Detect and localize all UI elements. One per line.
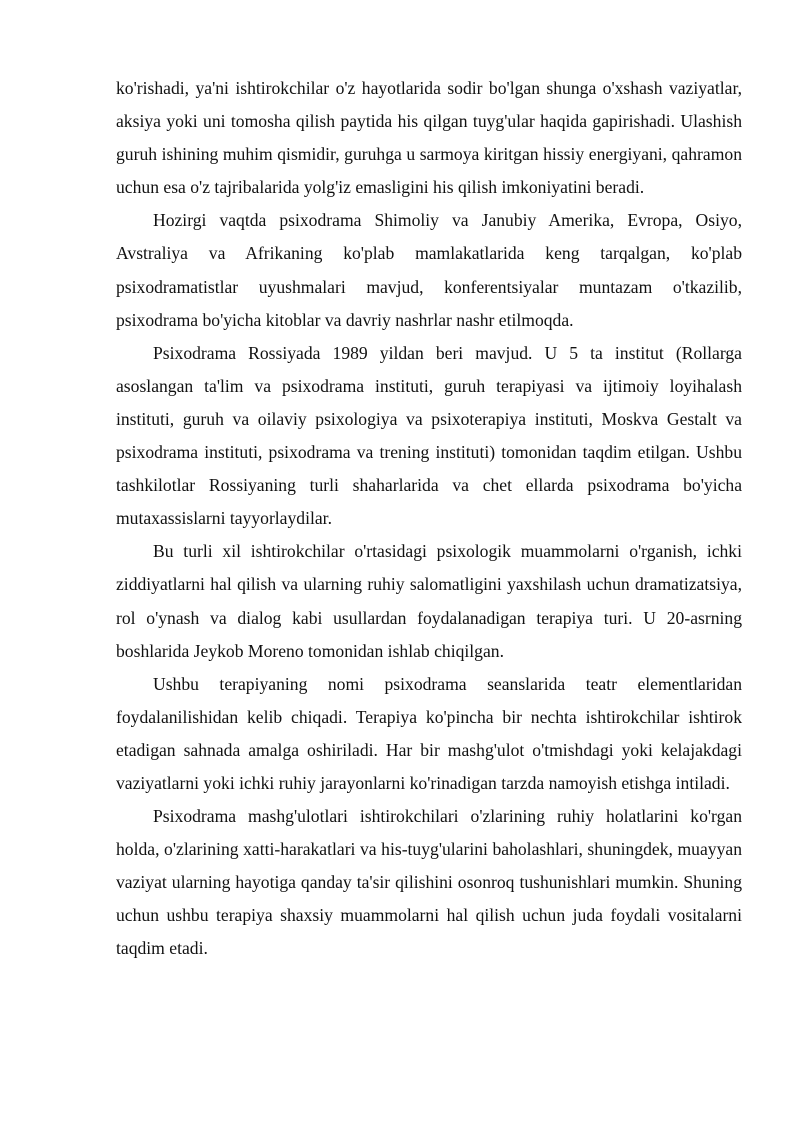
document-body [116,72,742,966]
paragraph: Psixodrama Rossiyada 1989 yildan beri mavjud. U 5 ta institut (Rollarga asoslangan ta'lim va psixodrama instituti, guruh terapiyasi va ijtimoiy loyihalash instituti, guruh va oilaviy psixologiya va psixoterapiya instituti, Moskva Gestalt va psixodrama instituti, psixodrama va trening instituti) tomonidan taqdim etilgan. Ushbu tashkilotlar Rossiyaning turli shaharlarida va chet ellarda psixodrama bo'yicha mutaxassislarni tayyorlaydilar. [116,342,742,529]
paragraph: Psixodrama mashg'ulotlari ishtirokchilari o'zlarining ruhiy holatlarini ko'rgan holda, o'zlarining xatti-harakatlari va his-tuyg'ularini baholashlari, shuningdek, muayyan vaziyat ularning hayotiga qanday ta'sir qilishini osonroq tushunishlari mumkin. Shuning uchun ushbu terapiya shaxsiy muammolarni hal qilish uchun juda foydali vositalarni taqdim etadi. [116,806,742,959]
paragraph: Ushbu terapiyaning nomi psixodrama seanslarida teatr elementlaridan foydalanilishidan kelib chiqadi. Terapiya ko'pincha bir nechta ishtirokchilar ishtirok etadigan sahnada amalga oshiriladi. Har bir mashg'ulot o'tmishdagi yoki kelajakdagi vaziyatlarni yoki ichki ruhiy jarayonlarni ko'rinadigan tarzda namoyish etishga intiladi. [116,673,742,793]
paragraph: Hozirgi vaqtda psixodrama Shimoliy va Janubiy Amerika, Evropa, Osiyo, Avstraliya va Afrikaning ko'plab mamlakatlarida keng tarqalgan, ko'plab psixodramatistlar uyushmalari mavjud, konferentsiyalar muntazam o'tkazilib, psixodrama bo'yicha kitoblar va davriy nashrlar nashr etilmoqda. [116,210,742,330]
paragraph: Bu turli xil ishtirokchilar o'rtasidagi psixologik muammolarni o'rganish, ichki ziddiyatlarni hal qilish va ularning ruhiy salomatligini yaxshilash uchun dramatizatsiya, rol o'ynash va dialog kabi usullardan foydalanadigan terapiya turi. U 20-asrning boshlarida Jeykob Moreno tomonidan ishlab chiqilgan. [116,541,742,661]
paragraph-continuation: ko'rishadi, ya'ni ishtirokchilar o'z hayotlarida sodir bo'lgan shunga o'xshash vaziyatlar, aksiya yoki uni tomosha qilish paytida his qilgan tuyg'ular haqida gapirishadi. Ulashish guruh ishining muhim qismidir, guruhga u sarmoya kiritgan hissiy energiyani, qahramon uchun esa o'z tajribalarida yolg'iz emasligini his qilish imkoniyatini beradi. [116,78,742,198]
